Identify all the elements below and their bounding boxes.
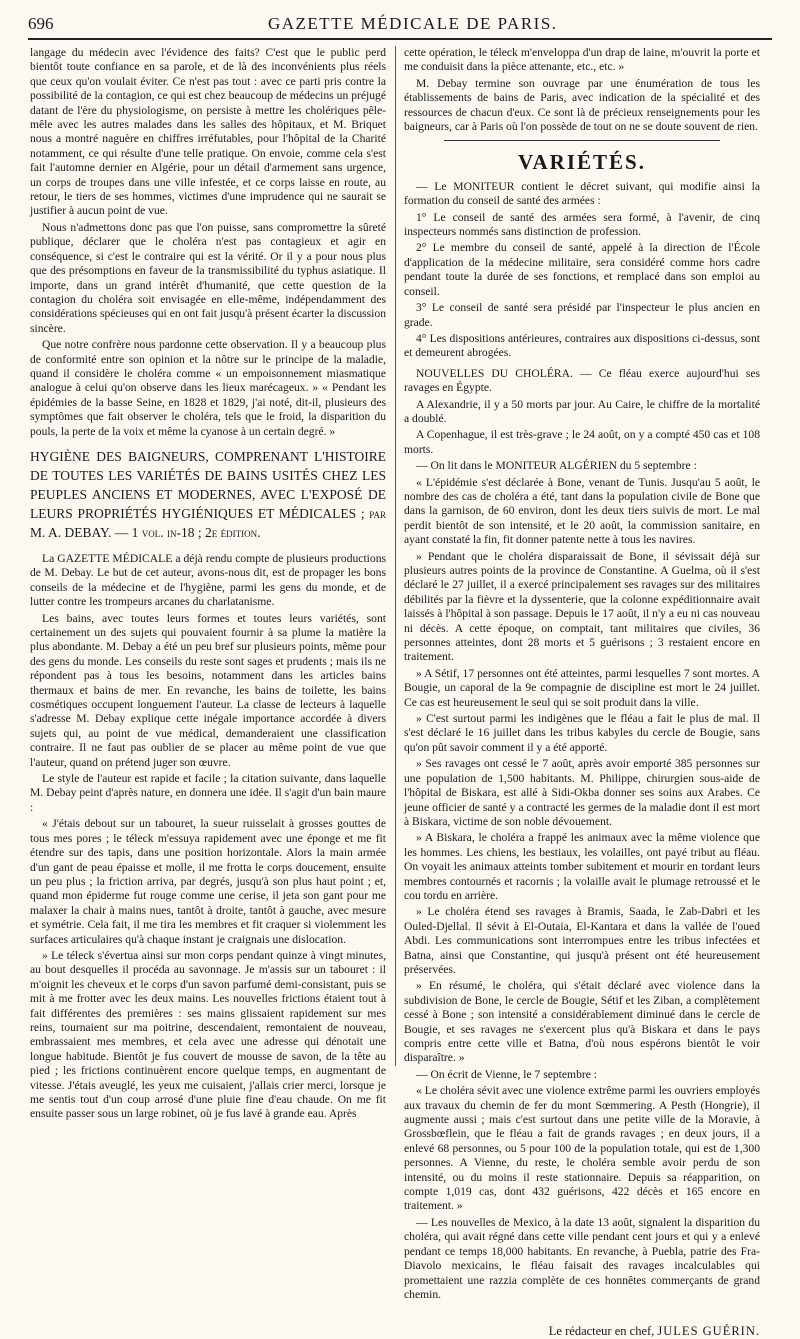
decree-article: 4° Les dispositions antérieures, contraires aux dispositions ci-dessus, sont et demeurent abrogées. <box>404 331 760 360</box>
paragraph: langage du médecin avec l'évidence des faits? C'est que le public perd bientôt toute confiance en sa parole, et de là des inconvénients plus réels que ceux qu'on voulait éviter. Ce n'est pas tout : avec ce parti pris contre la possibilité de la contagion, ce qui est chez beaucoup de médecins un préjugé datant de l'ère du physiologisme, on persiste à mettre les cholériques pêle-mêle avec les autres malades dans les salles des hôpitaux, et M. Briquet nous a montré naguère en chiffres irréfutables, pour l'hôpital de la Charité notamment, ce qui résulte d'une telle pratique. On envoie, comme cela s'est fait l'automne dernier en Algérie, pour un détail d'armement sans urgence, un corps de troupes dans une ville infestée, et ce corps laisse en route, au retour, le tiers de ses hommes, victimes d'une imprudence qui ne saurait se justifier à aucun point de vue. <box>30 46 386 218</box>
news-paragraph: — On écrit de Vienne, le 7 septembre : <box>416 1067 597 1081</box>
decree-article: 1° Le conseil de santé des armées sera formé, à l'avenir, de cinq inspecteurs nommés sans distinction de profession. <box>404 210 760 239</box>
editor-name: JULES GUÉRIN. <box>657 1324 760 1339</box>
news-paragraph: » A Sétif, 17 personnes ont été atteintes, parmi lesquelles 7 sont mortes. A Bougie, un caporal de la 9e compagnie de discipline est mort le 24 juillet. Ce cas est heureusement le seul qui se soit produit dans la ville. <box>404 666 760 709</box>
decree-articles <box>404 211 760 361</box>
news-paragraph: A Copenhague, il est très-grave ; le 24 août, on y a compté 450 cas et 108 morts. <box>404 428 760 456</box>
decree-article: 2° Le membre du conseil de santé, appelé à la direction de l'École d'application de la médecine militaire, sera considéré comme hors cadre pendant toute la durée de ses fonctions, et remplacé dans son emploi au conseil. <box>404 241 760 298</box>
left-column <box>30 46 386 1121</box>
journal-title: GAZETTE MÉDICALE DE PARIS. <box>267 14 558 33</box>
news-paragraph: » Le choléra étend ses ravages à Bramis, Saada, le Zab-Dabri et les Ouled-Djellal. Il sévit à El-Outaia, El-Kantara et dans la vallée de l'oued Abdi. Les communications sont interrompues entre les tribus infectées et Batna, ainsi que Constantine, qui jusqu'à présent ont été heureusement préservées. <box>404 905 760 976</box>
page-number: 696 <box>28 14 54 33</box>
news-paragraph: » En résumé, le choléra, qui s'était déclaré avec violence dans la subdivision de Bone, le cercle de Bougie, Sétif et les Ziban, a complètement cessé à Bone ; son intensité a considérablement diminué dans le cercle de Bougie, et ses ravages ne s'exercent plus qu'à Biskara et dans le pays compris entre cette ville et Batna, d'où nous espérons bientôt le voir disparaître. » <box>404 979 760 1065</box>
quotation-paragraph: » Le téleck s'évertua ainsi sur mon corps pendant quinze à vingt minutes, au bout desquelles il procéda au savonnage. Je m'assis sur un tabouret : il m'oignit les cheveux et le corps d'un savon parfumé demi-consistant, puis se mit à me frotter avec les deux mains. Les nouvelles frictions étaient tout à fait différentes des premières : ses mains glissaient rapidement sur mes reins, tournaient sur ma poitrine, descendaient, remontaient de nouveau, embrassaient mes membres, et cela avec une adresse qui dénotait une longue habitude. Bientôt je fus couvert de mousse de savon, de la tête au pied ; les frictions continuèrent encore quelque temps, en augmentant de vitesse. J'étais aveuglé, les yeux me cuisaient, j'allais crier merci, lorsque je me sentis tout d'un coup arrosé d'une pluie fine d'eau chaude. On me fit ensuite passer sous un large robinet, où je fus lavé à grande eau. Après <box>30 948 386 1121</box>
news-paragraph: — On lit dans le MONITEUR ALGÉRIEN du 5 septembre : <box>416 459 697 473</box>
book-review-title: HYGIÈNE DES BAIGNEURS, COMPRENANT L'HISTOIRE DE TOUTES LES VARIÉTÉS DE BAINS USITÉS CHEZ LES PEUPLES ANCIENS ET MODERNES, AVEC L'EXPOSÉ DE LEURS PROPRIÉTÉS HYGIÉNIQUES ET MÉDICALES ; par M. A. DEBAY. — 1 vol. in-18 ; 2e édition. <box>30 448 386 540</box>
paragraph: Nous n'admettons donc pas que l'on puisse, sans compromettre la sûreté publique, déclarer que le choléra n'est pas contagieux et agir en conséquence, si c'est le contraire qui est la vérité. Or il y a pour nous plus que des présomptions en faveur de la transmissibilité du typhus asiatique. Il importe, dans un grand intérêt d'humanité, que cette question de la contagion du choléra soit envisagée en elle-même, indépendamment des considérations spécieuses qui en ont fait jusqu'à présent écarter la discussion sincère. <box>30 220 386 335</box>
review-paragraph: Les bains, avec toutes leurs formes et toutes leurs variétés, sont certainement un des sujets qui pouvaient fournir à sa plume la matière la plus abondante. M. Debay a été un peu bref sur plusieurs points, même pour des gens du monde. Les conseils du reste sont sages et prudents ; mais ils ne répondent pas à tous les besoins, notamment dans les articles bains thermaux et bains de mer. En revanche, les bains de toilette, les bains cosmétiques occupent longuement l'auteur. La classe de lecteurs à laquelle s'adresse M. Debay explique cette inégale importance accordée à divers sujets qui, au point de vue médical, demanderaient une classification contraire. Il ne faut pas oublier de se placer au même point de vue que l'auteur, quand on prétend juger son œuvre. <box>30 611 386 769</box>
decree-article: 3° Le conseil de santé sera présidé par l'inspecteur le plus ancien en grade. <box>404 301 760 329</box>
news-paragraph: » Pendant que le choléra disparaissait de Bone, il sévissait déjà sur plusieurs autres points de la province de Constantine. A Guelma, où il s'est déclaré le 27 juillet, il a exercé principalement ses ravages sur des militaires débilités par la fièvre et la dyssenterie, que la colonne expéditionnaire avait laissés à l'hôpital à son passage. Depuis le 17 août, il n'y a eu ni cas nouveau ni décès. A cette époque, on comptait, tant militaires que civiles, 36 personnes atteintes, dont 28 morts et 5 guérisons ; 3 restaient encore en traitement. <box>404 549 760 664</box>
right-column <box>404 46 760 1339</box>
news-paragraph: NOUVELLES DU CHOLÉRA. — Ce fléau exerce aujourd'hui ses ravages en Égypte. <box>404 366 760 395</box>
news-paragraph: — Les nouvelles de Mexico, à la date 13 août, signalent la disparition du choléra, qui avait régné dans cette ville pendant cent jours et qui y a enlevé pendant ce temps 18,000 habitants. En revanche, à Puebla, patrie des Fra-Diavolo mexicains, le fléau faisait des ravages incalculables qui promettaient une razzia complète de ces honnêtes commerçants de grand chemin. <box>404 1215 760 1301</box>
paragraph: Que notre confrère nous pardonne cette observation. Il y a beaucoup plus de conformité entre son opinion et la nôtre sur le principe de la maladie, quand il considère le choléra comme « un empoisonnement miasmatique analogue à celui qu'on observe dans les lieux marécageux. » « Pendant les épidémies de la basse Seine, en 1828 et 1829, j'ai noté, dit-il, plusieurs des symptômes que fait observer le choléra, tels que le froid, la disparition du pouls, la perte de la voix et même la cyanose à un certain degré. » <box>30 338 386 438</box>
news-paragraph: « Le choléra sévit avec une violence extrême parmi les ouvriers employés aux travaux du chemin de fer du mont Sœmmering. A Pesth (Hongrie), il augmente aussi ; mais c'est surtout dans une petite ville de la Moravie, à Grossbœflein, que le fléau a fait de grands ravages ; en deux jours, il a enlevé 68 personnes, ou 5 pour 100 de la population totale, qui est de 1,300 personnes. A Vienne, du reste, le choléra semble avoir perdu de son intensité, ou du moins il reste stationnaire. Depuis sa réapparition, on compte 1,019 cas, dont 432 guérisons, 422 décès et 165 encore en traitement. » <box>404 1084 760 1213</box>
news-paragraph: « L'épidémie s'est déclarée à Bone, venant de Tunis. Jusqu'au 5 août, le nombre des cas de choléra a été, tant dans la population civile de Bone que dans la garnison, de 60 environ, dont les deux tiers suivis de mort. Le mal perdit bientôt de son intensité, et le 20 août, la commission sanitaire, en ayant constaté la fin, fit donner patente nette à tous les navires. <box>404 475 760 547</box>
column-divider <box>395 46 396 1066</box>
news-paragraph: » Ses ravages ont cessé le 7 août, après avoir emporté 385 personnes sur une population de 1,500 habitants. M. Philippe, chirurgien sous-aide de l'hôpital de Biskara, est allé à Sidi-Okba donner ses soins aux Arabes. Ce jeune officier de santé y a contracté les germes de la maladie dont il est mort à Biskara, victime de son noble dévouement. <box>404 757 760 828</box>
section-rule <box>444 140 720 141</box>
signature-prefix: Le rédacteur en chef, <box>548 1324 655 1339</box>
news-paragraph: » C'est surtout parmi les indigènes que le fléau a fait le plus de mal. Il s'est déclaré le 16 juillet dans les tribus kabyles du cercle de Bougie, sans qu'on pût savoir comment il y a été apporté. <box>404 712 760 754</box>
news-paragraph: A Alexandrie, il y a 50 morts par jour. Au Caire, le chiffre de la mortalité a doublé. <box>404 397 760 425</box>
editor-signature <box>404 1324 760 1338</box>
quotation-paragraph: « J'étais debout sur un tabouret, la sueur ruisselait à grosses gouttes de tous mes pores ; le téleck m'essuya rapidement avec une éponge et me fit étendre sur des tapis, dans une position horizontale. Alors la main armée d'un gant de peau épaisse et molle, il me frotta le corps doucement, ensuite un peu plus ; la friction arriva, par degrés, jusqu'à son plus haut point ; et, quand mon épiderme fut rouge comme une cerise, il jeta son gant pour me malaxer la chair à mains nues, tantôt à droite, tantôt à gauche, avec mesure et symétrie. Cela fait, il me tira les membres et fit craquer si violemment les surfaces articulaires qu'à chaque instant je craignais une dislocation. <box>30 817 386 946</box>
section-title: VARIÉTÉS. <box>518 150 646 175</box>
review-paragraph: Le style de l'auteur est rapide et facile ; la citation suivante, dans laquelle M. Debay peint d'après nature, en donnera une idée. Il s'agit d'un bain maure : <box>30 772 386 814</box>
paragraph: M. Debay termine son ouvrage par une énumération de tous les établissements de bains de Paris, avec indication de la spécialité et des ressources de chacun d'eux. Ce sont là de précieux renseignements pour les baigneurs, car à Paris où l'on possède de tout on ne se doute souvent de rien. <box>404 76 760 134</box>
decree-intro: — Le MONITEUR contient le décret suivant, qui modifie ainsi la formation du conseil de santé des armées : <box>404 179 760 208</box>
news-paragraph: » A Biskara, le choléra a frappé les animaux avec la même violence que les hommes. Les chiens, les bestiaux, les volailles, ont payé tribut au fléau. On voyait les animaux atteints tomber subitement et mourir en tordant leurs membres contournés et racornis ; la volaille avait le plumage retroussé et le cou tordu en arrière. <box>404 831 760 902</box>
review-paragraph: La GAZETTE MÉDICALE a déjà rendu compte de plusieurs productions de M. Debay. Le but de cet auteur, avons-nous dit, est de propager les bons conseils de la médecine et de l'hygiène, parmi les gens du monde, et de lutter contre les trompeurs arcanes du charlatanisme. <box>30 551 386 609</box>
paragraph: cette opération, le téleck m'enveloppa d'un drap de laine, m'ouvrit la porte et me conduisit dans la pièce attenante, etc., etc. » <box>404 46 760 74</box>
page-header <box>28 8 772 40</box>
